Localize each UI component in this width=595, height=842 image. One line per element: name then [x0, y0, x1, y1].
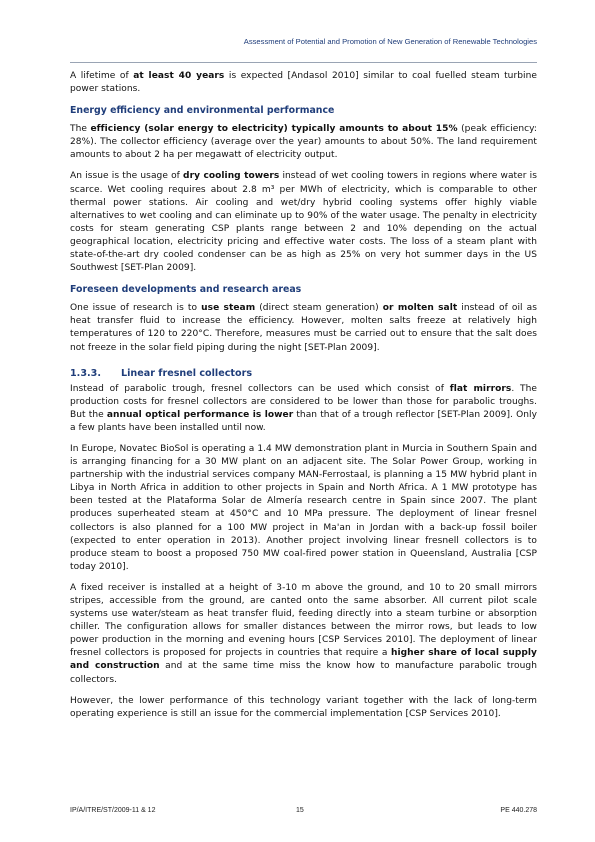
- foreseen-developments-heading: Foreseen developments and research areas: [70, 284, 302, 296]
- efficiency-paragraph: The efficiency (solar energy to electricity) typically amounts to about 15% (peak efficiency: 28%). The collector efficiency (average over the year) amounts to about 50%. The land requirement amounts to about 2 ha per megawatt of electricity output.: [70, 124, 537, 161]
- header-divider: [70, 62, 537, 63]
- intro-paragraph: A lifetime of at least 40 years is expected [Andasol 2010] similar to coal fuelled steam turbine power stations.: [70, 71, 537, 95]
- document-reference: IP/A/ITRE/ST/2009-11 & 12: [70, 807, 156, 814]
- cooling-paragraph: An issue is the usage of dry cooling towers instead of wet cooling towers in regions where water is scarce. Wet cooling requires about 2.8 m³ per MWh of electricity, which is comparable to other thermal power stations. Air cooling and wet/dry hybrid cooling systems offer highly viable alternatives to wet cooling and can eliminate up to 90% of the water usage. The penalty in electricity costs for steam generating CSP plants range between 2 and 10% depending on the actual geographical location, electricity pricing and effective water costs. The loss of a steam plant with state-of-the-art dry cooled condenser can be as high as 25% on very hot summer days in the US Southwest [SET-Plan 2009].: [70, 171, 537, 274]
- research-paragraph: One issue of research is to use steam (direct steam generation) or molten salt instead of oil as heat transfer fluid to increase the efficiency. However, molten salts freeze at relatively high temperatures of 120 to 220°C. Therefore, measures must be carried out to ensure that the salt does not freeze in the solar field piping during the night [SET-Plan 2009].: [70, 303, 537, 353]
- page-body: [70, 70, 537, 729]
- europe-projects-paragraph: In Europe, Novatec BioSol is operating a 1.4 MW demonstration plant in Murcia in Southern Spain and is arranging financing for a 30 MW plant on an adjacent site. The Solar Power Group, working in partnership with the industrial services company MAN-Ferrostaal, is planning a 15 MW hybrid plant in Libya in North Africa in addition to other projects in Spain and North Africa. A 1 MW prototype has been tested at the Plataforma Solar de Almería research centre in Spain since 2007. The plant produces superheated steam at 450°C and 10 MPa pressure. The deployment of linear fresnel collectors is also planned for a 100 MW project in Ma'an in Jordan with a back-up fossil boiler (expected to enter operation in 2013). Another project involving linear fresnell collectors is to produce steam to boost a proposed 750 MW coal-fired power station in Queensland, Australia [CSP today 2010].: [70, 443, 537, 572]
- page-footer: [70, 807, 537, 819]
- page-number: 15: [296, 807, 304, 814]
- section-heading-fresnel: [70, 367, 537, 380]
- fixed-receiver-paragraph: A fixed receiver is installed at a height of 3-10 m above the ground, and 10 to 20 small mirrors stripes, accessible from the ground, are canted onto the same absorber. All current pilot scale systems use water/steam as heat transfer fluid, feeding directly into a steam turbine or absorption chiller. The configuration allows for smaller distances between the mirror rows, but leads to low power production in the morning and evening hours [CSP Services 2010]. The deployment of linear fresnel collectors is proposed for projects in countries that require a higher share of local supply and construction and at the same time miss the know how to manufacture parabolic trough collectors.: [70, 582, 538, 685]
- section-number: 1.3.3.: [70, 367, 101, 379]
- pe-reference: PE 440.278: [500, 807, 537, 814]
- fresnel-intro-paragraph: Instead of parabolic trough, fresnel collectors can be used which consist of flat mirrors. The production costs for fresnel collectors are considered to be lower than those for parabolic troughs. But the annual optical performance is lower than that of a trough reflector [SET-Plan 2009]. Only a few plants have been installed until now.: [70, 383, 537, 433]
- running-header: Assessment of Potential and Promotion of New Generation of Renewable Technologies: [243, 37, 537, 46]
- section-title: Linear fresnel collectors: [121, 367, 253, 379]
- energy-efficiency-heading: Energy efficiency and environmental performance: [70, 105, 335, 117]
- performance-paragraph: However, the lower performance of this technology variant together with the lack of long-term operating experience is still an issue for the commercial implementation [CSP Services 2010].: [70, 695, 537, 719]
